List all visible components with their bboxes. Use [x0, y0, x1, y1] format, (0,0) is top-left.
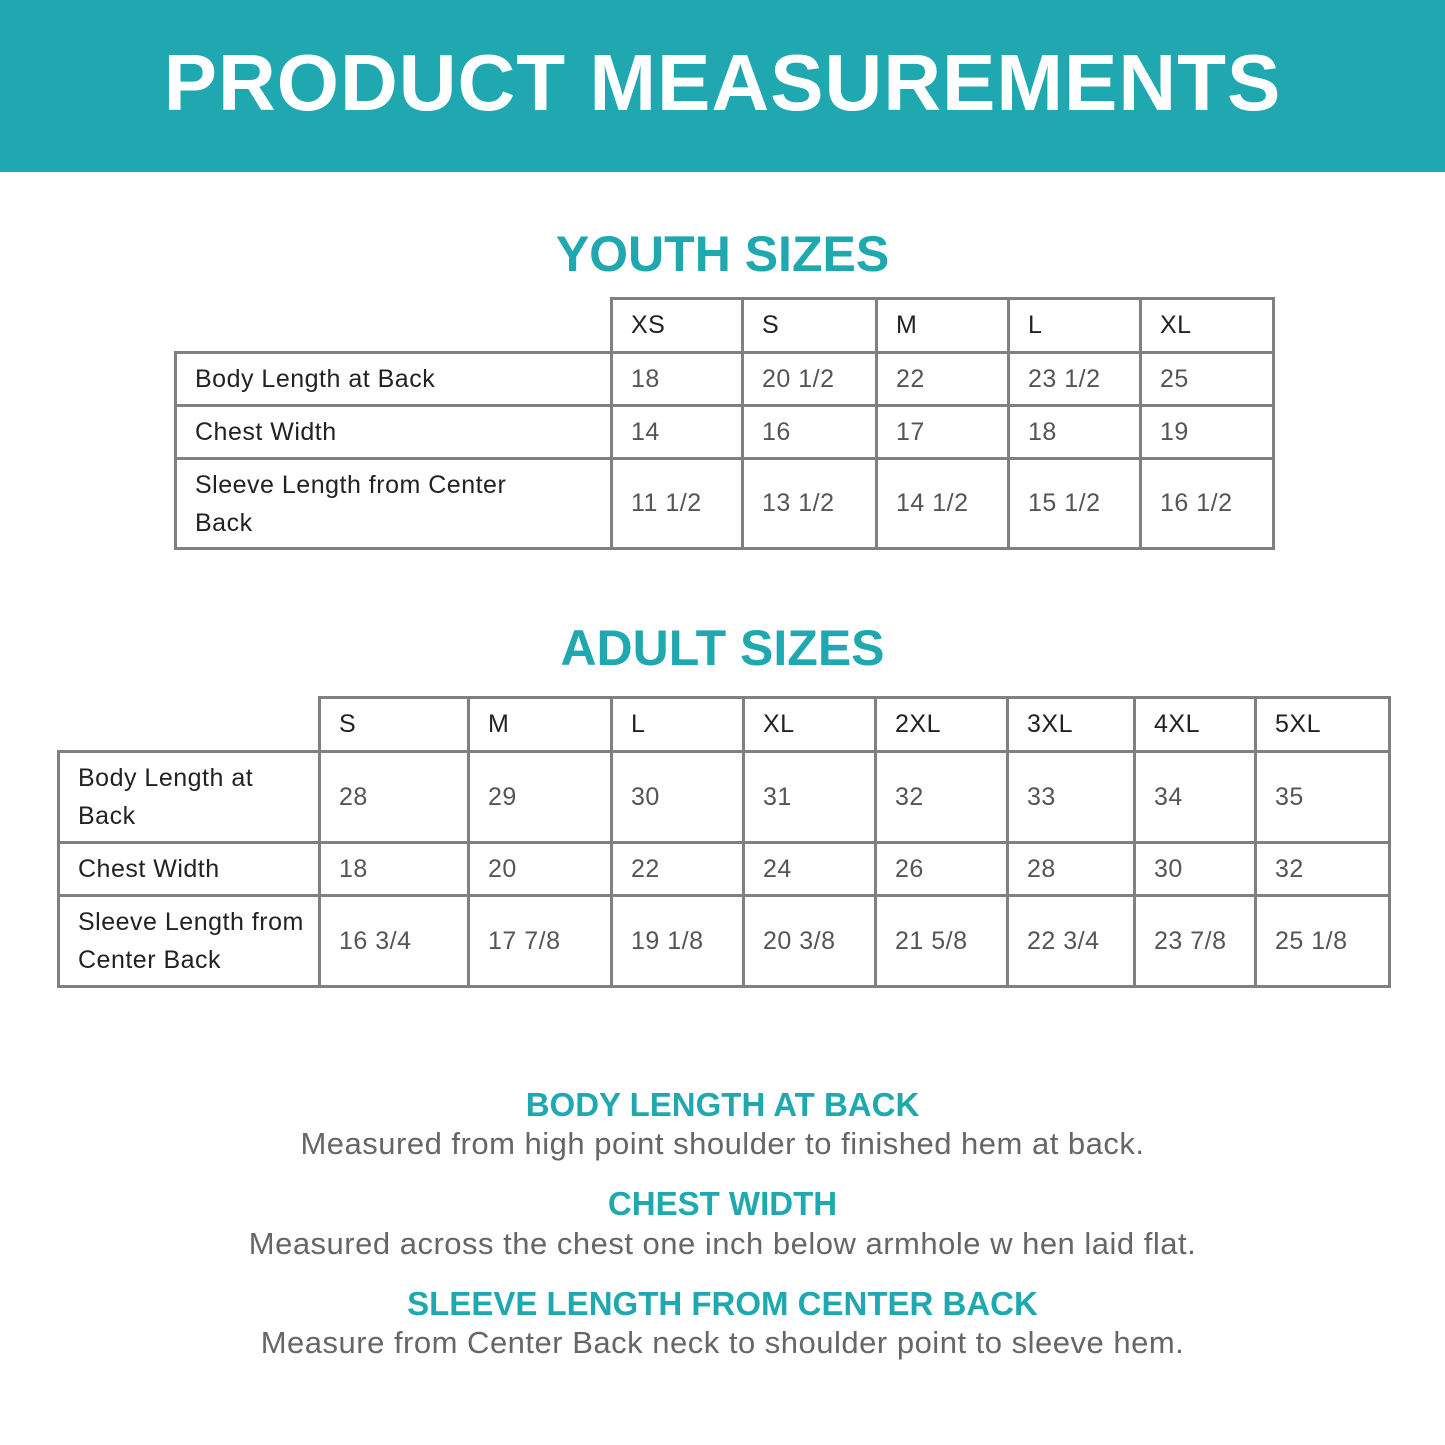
table-cell: 28 — [320, 752, 469, 843]
adult-size-header: 2XL — [876, 698, 1008, 752]
table-cell: 20 3/8 — [744, 896, 876, 987]
youth-size-header: M — [877, 299, 1009, 353]
youth-size-header: L — [1009, 299, 1141, 353]
adult-size-table — [57, 696, 1391, 988]
adult-size-header: 4XL — [1135, 698, 1256, 752]
row-label-sleeve-length: Sleeve Length from Center Back — [59, 896, 320, 987]
table-cell: 25 — [1141, 353, 1274, 406]
table-row — [176, 459, 1274, 549]
table-cell: 11 1/2 — [612, 459, 743, 549]
definition-text-sleeve-length: Measure from Center Back neck to shoulder point to sleeve hem. — [260, 1325, 1185, 1360]
table-cell: 33 — [1008, 752, 1135, 843]
table-cell: 34 — [1135, 752, 1256, 843]
table-cell: 18 — [612, 353, 743, 406]
table-cell: 17 7/8 — [469, 896, 612, 987]
table-cell: 22 3/4 — [1008, 896, 1135, 987]
table-cell: 22 — [877, 353, 1009, 406]
table-row — [176, 406, 1274, 459]
table-row — [59, 896, 1390, 987]
table-cell: 35 — [1256, 752, 1390, 843]
table-cell: 24 — [744, 843, 876, 896]
table-cell: 13 1/2 — [743, 459, 877, 549]
youth-sizes-title: YOUTH SIZES — [555, 226, 890, 282]
adult-size-header: S — [320, 698, 469, 752]
definition-title-sleeve-length: SLEEVE LENGTH FROM CENTER BACK — [407, 1285, 1038, 1322]
table-cell: 16 3/4 — [320, 896, 469, 987]
table-cell: 16 — [743, 406, 877, 459]
adult-header-row — [59, 698, 1390, 752]
table-cell: 29 — [469, 752, 612, 843]
adult-size-header: 3XL — [1008, 698, 1135, 752]
table-cell: 21 5/8 — [876, 896, 1008, 987]
table-cell: 25 1/8 — [1256, 896, 1390, 987]
header-banner — [0, 0, 1445, 172]
row-label-sleeve-length: Sleeve Length from Center Back — [176, 459, 612, 549]
table-cell: 19 1/8 — [612, 896, 744, 987]
adult-sizes-title: ADULT SIZES — [560, 620, 885, 676]
table-cell: 31 — [744, 752, 876, 843]
table-cell: 17 — [877, 406, 1009, 459]
table-cell: 18 — [320, 843, 469, 896]
row-label-chest-width: Chest Width — [176, 406, 612, 459]
table-cell: 20 — [469, 843, 612, 896]
table-row — [176, 353, 1274, 406]
table-row — [59, 843, 1390, 896]
table-cell: 16 1/2 — [1141, 459, 1274, 549]
table-cell: 32 — [876, 752, 1008, 843]
table-cell: 28 — [1008, 843, 1135, 896]
table-cell: 14 1/2 — [877, 459, 1009, 549]
table-row — [59, 752, 1390, 843]
table-cell: 32 — [1256, 843, 1390, 896]
table-cell: 20 1/2 — [743, 353, 877, 406]
youth-size-header: XL — [1141, 299, 1274, 353]
youth-size-header: XS — [612, 299, 743, 353]
youth-corner-cell — [176, 299, 612, 353]
table-cell: 19 — [1141, 406, 1274, 459]
table-cell: 26 — [876, 843, 1008, 896]
definition-title-chest-width: CHEST WIDTH — [607, 1185, 838, 1222]
definition-title-body-length: BODY LENGTH AT BACK — [525, 1086, 920, 1123]
table-cell: 22 — [612, 843, 744, 896]
row-label-chest-width: Chest Width — [59, 843, 320, 896]
adult-size-header: M — [469, 698, 612, 752]
youth-size-header: S — [743, 299, 877, 353]
table-cell: 15 1/2 — [1009, 459, 1141, 549]
page-title: PRODUCT MEASUREMENTS — [163, 38, 1282, 127]
definition-text-body-length: Measured from high point shoulder to finished hem at back. — [300, 1126, 1145, 1161]
definition-text-chest-width: Measured across the chest one inch below armhole w hen laid flat. — [248, 1226, 1197, 1261]
table-cell: 23 7/8 — [1135, 896, 1256, 987]
adult-size-header: 5XL — [1256, 698, 1390, 752]
table-cell: 30 — [612, 752, 744, 843]
table-cell: 23 1/2 — [1009, 353, 1141, 406]
row-label-body-length: Body Length at Back — [176, 353, 612, 406]
row-label-body-length: Body Length at Back — [59, 752, 320, 843]
adult-size-header: L — [612, 698, 744, 752]
youth-header-row — [176, 299, 1274, 353]
adult-size-header: XL — [744, 698, 876, 752]
table-cell: 18 — [1009, 406, 1141, 459]
table-cell: 14 — [612, 406, 743, 459]
table-cell: 30 — [1135, 843, 1256, 896]
adult-corner-cell — [59, 698, 320, 752]
youth-size-table — [174, 297, 1275, 550]
